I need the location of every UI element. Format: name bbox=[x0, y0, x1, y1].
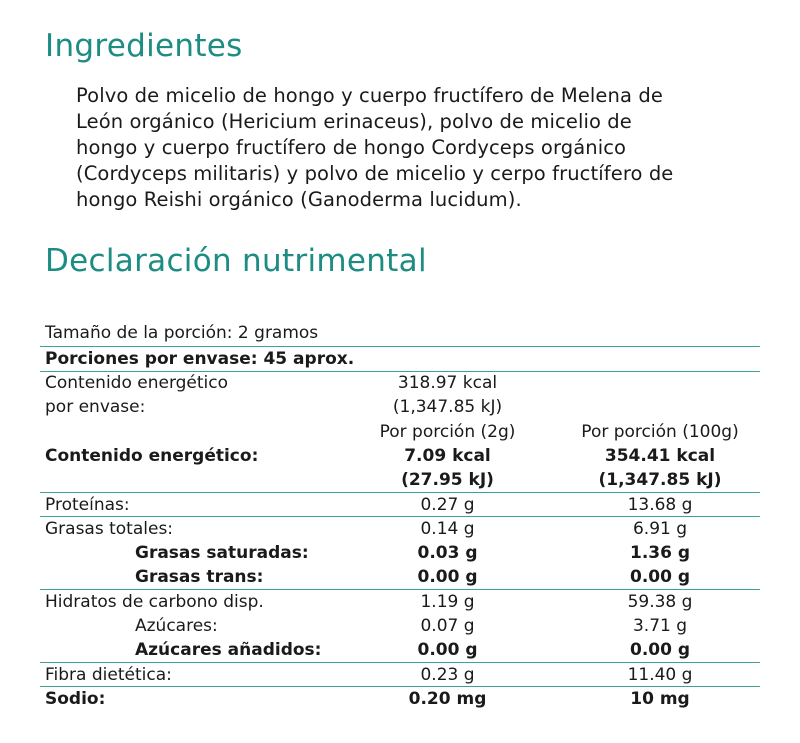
nutrient-label: Fibra dietética: bbox=[45, 665, 172, 685]
nutrient-portion: 0.27 g bbox=[420, 495, 475, 515]
nutrient-label: Hidratos de carbono disp. bbox=[45, 592, 264, 612]
table-divider bbox=[40, 346, 760, 347]
nutrient-100g: 59.38 g bbox=[627, 592, 693, 612]
energy-pack-kj: (1,347.85 kJ) bbox=[392, 397, 503, 417]
energy-portion-kcal: 7.09 kcal bbox=[404, 446, 491, 466]
nutrient-portion: 0.03 g bbox=[417, 543, 478, 563]
ingredients-text bbox=[76, 83, 776, 213]
nutrient-portion: 0.14 g bbox=[420, 519, 475, 539]
ingredients-line: hongo Reishi orgánico (Ganoderma lucidum). bbox=[76, 188, 522, 211]
energy-100g-kcal: 354.41 kcal bbox=[604, 446, 716, 466]
nutrient-100g: 0.00 g bbox=[629, 640, 691, 660]
energy-pack-label: Contenido energético bbox=[45, 373, 229, 393]
nutrient-label: Grasas saturadas: bbox=[135, 543, 309, 563]
nutrient-100g: 0.00 g bbox=[629, 567, 691, 587]
nutrient-portion: 0.00 g bbox=[417, 640, 478, 660]
table-divider bbox=[40, 662, 760, 663]
portions-per-pack: Porciones por envase: 45 aprox. bbox=[45, 349, 355, 369]
ingredients-line: (Cordyceps militaris) y polvo de micelio y cerpo fructífero de bbox=[76, 162, 674, 185]
nutrient-100g: 11.40 g bbox=[627, 665, 693, 685]
table-divider bbox=[40, 589, 760, 590]
table-divider bbox=[40, 371, 760, 372]
energy-pack-kcal: 318.97 kcal bbox=[397, 373, 498, 393]
portion-size: Tamaño de la porción: 2 gramos bbox=[45, 323, 319, 343]
nutrition-heading: Declaración nutrimental bbox=[45, 243, 427, 279]
ingredients-line: Polvo de micelio de hongo y cuerpo fructífero de Melena de bbox=[76, 84, 663, 107]
energy-label: Contenido energético: bbox=[45, 446, 259, 466]
nutrient-portion: 0.00 g bbox=[417, 567, 478, 587]
ingredients-heading: Ingredientes bbox=[45, 28, 243, 64]
table-divider bbox=[40, 492, 760, 493]
nutrient-label: Grasas trans: bbox=[135, 567, 264, 587]
nutrient-portion: 0.20 mg bbox=[408, 689, 487, 709]
nutrient-label: Grasas totales: bbox=[45, 519, 174, 539]
nutrient-label: Sodio: bbox=[45, 689, 106, 709]
table-divider bbox=[40, 516, 760, 517]
energy-portion-kj: (27.95 kJ) bbox=[401, 470, 494, 490]
nutrient-label: Azúcares añadidos: bbox=[135, 640, 322, 660]
nutrient-100g: 13.68 g bbox=[627, 495, 693, 515]
nutrient-label: Proteínas: bbox=[45, 495, 130, 515]
col-header-100g: Por porción (100g) bbox=[581, 422, 739, 442]
nutrient-portion: 0.07 g bbox=[420, 616, 475, 636]
nutrient-100g: 1.36 g bbox=[629, 543, 691, 563]
nutrient-100g: 6.91 g bbox=[632, 519, 688, 539]
ingredients-line: León orgánico (Hericium erinaceus), polvo de micelio de bbox=[76, 110, 632, 133]
energy-pack-label-2: por envase: bbox=[45, 397, 146, 417]
nutrient-100g: 3.71 g bbox=[632, 616, 688, 636]
energy-100g-kj: (1,347.85 kJ) bbox=[598, 470, 722, 490]
nutrient-portion: 1.19 g bbox=[420, 592, 475, 612]
nutrient-100g: 10 mg bbox=[630, 689, 690, 709]
nutrient-portion: 0.23 g bbox=[420, 665, 475, 685]
nutrient-label: Azúcares: bbox=[135, 616, 218, 636]
ingredients-line: hongo y cuerpo fructífero de hongo Cordyceps orgánico bbox=[76, 136, 627, 159]
table-divider bbox=[40, 686, 760, 687]
col-header-portion: Por porción (2g) bbox=[379, 422, 516, 442]
